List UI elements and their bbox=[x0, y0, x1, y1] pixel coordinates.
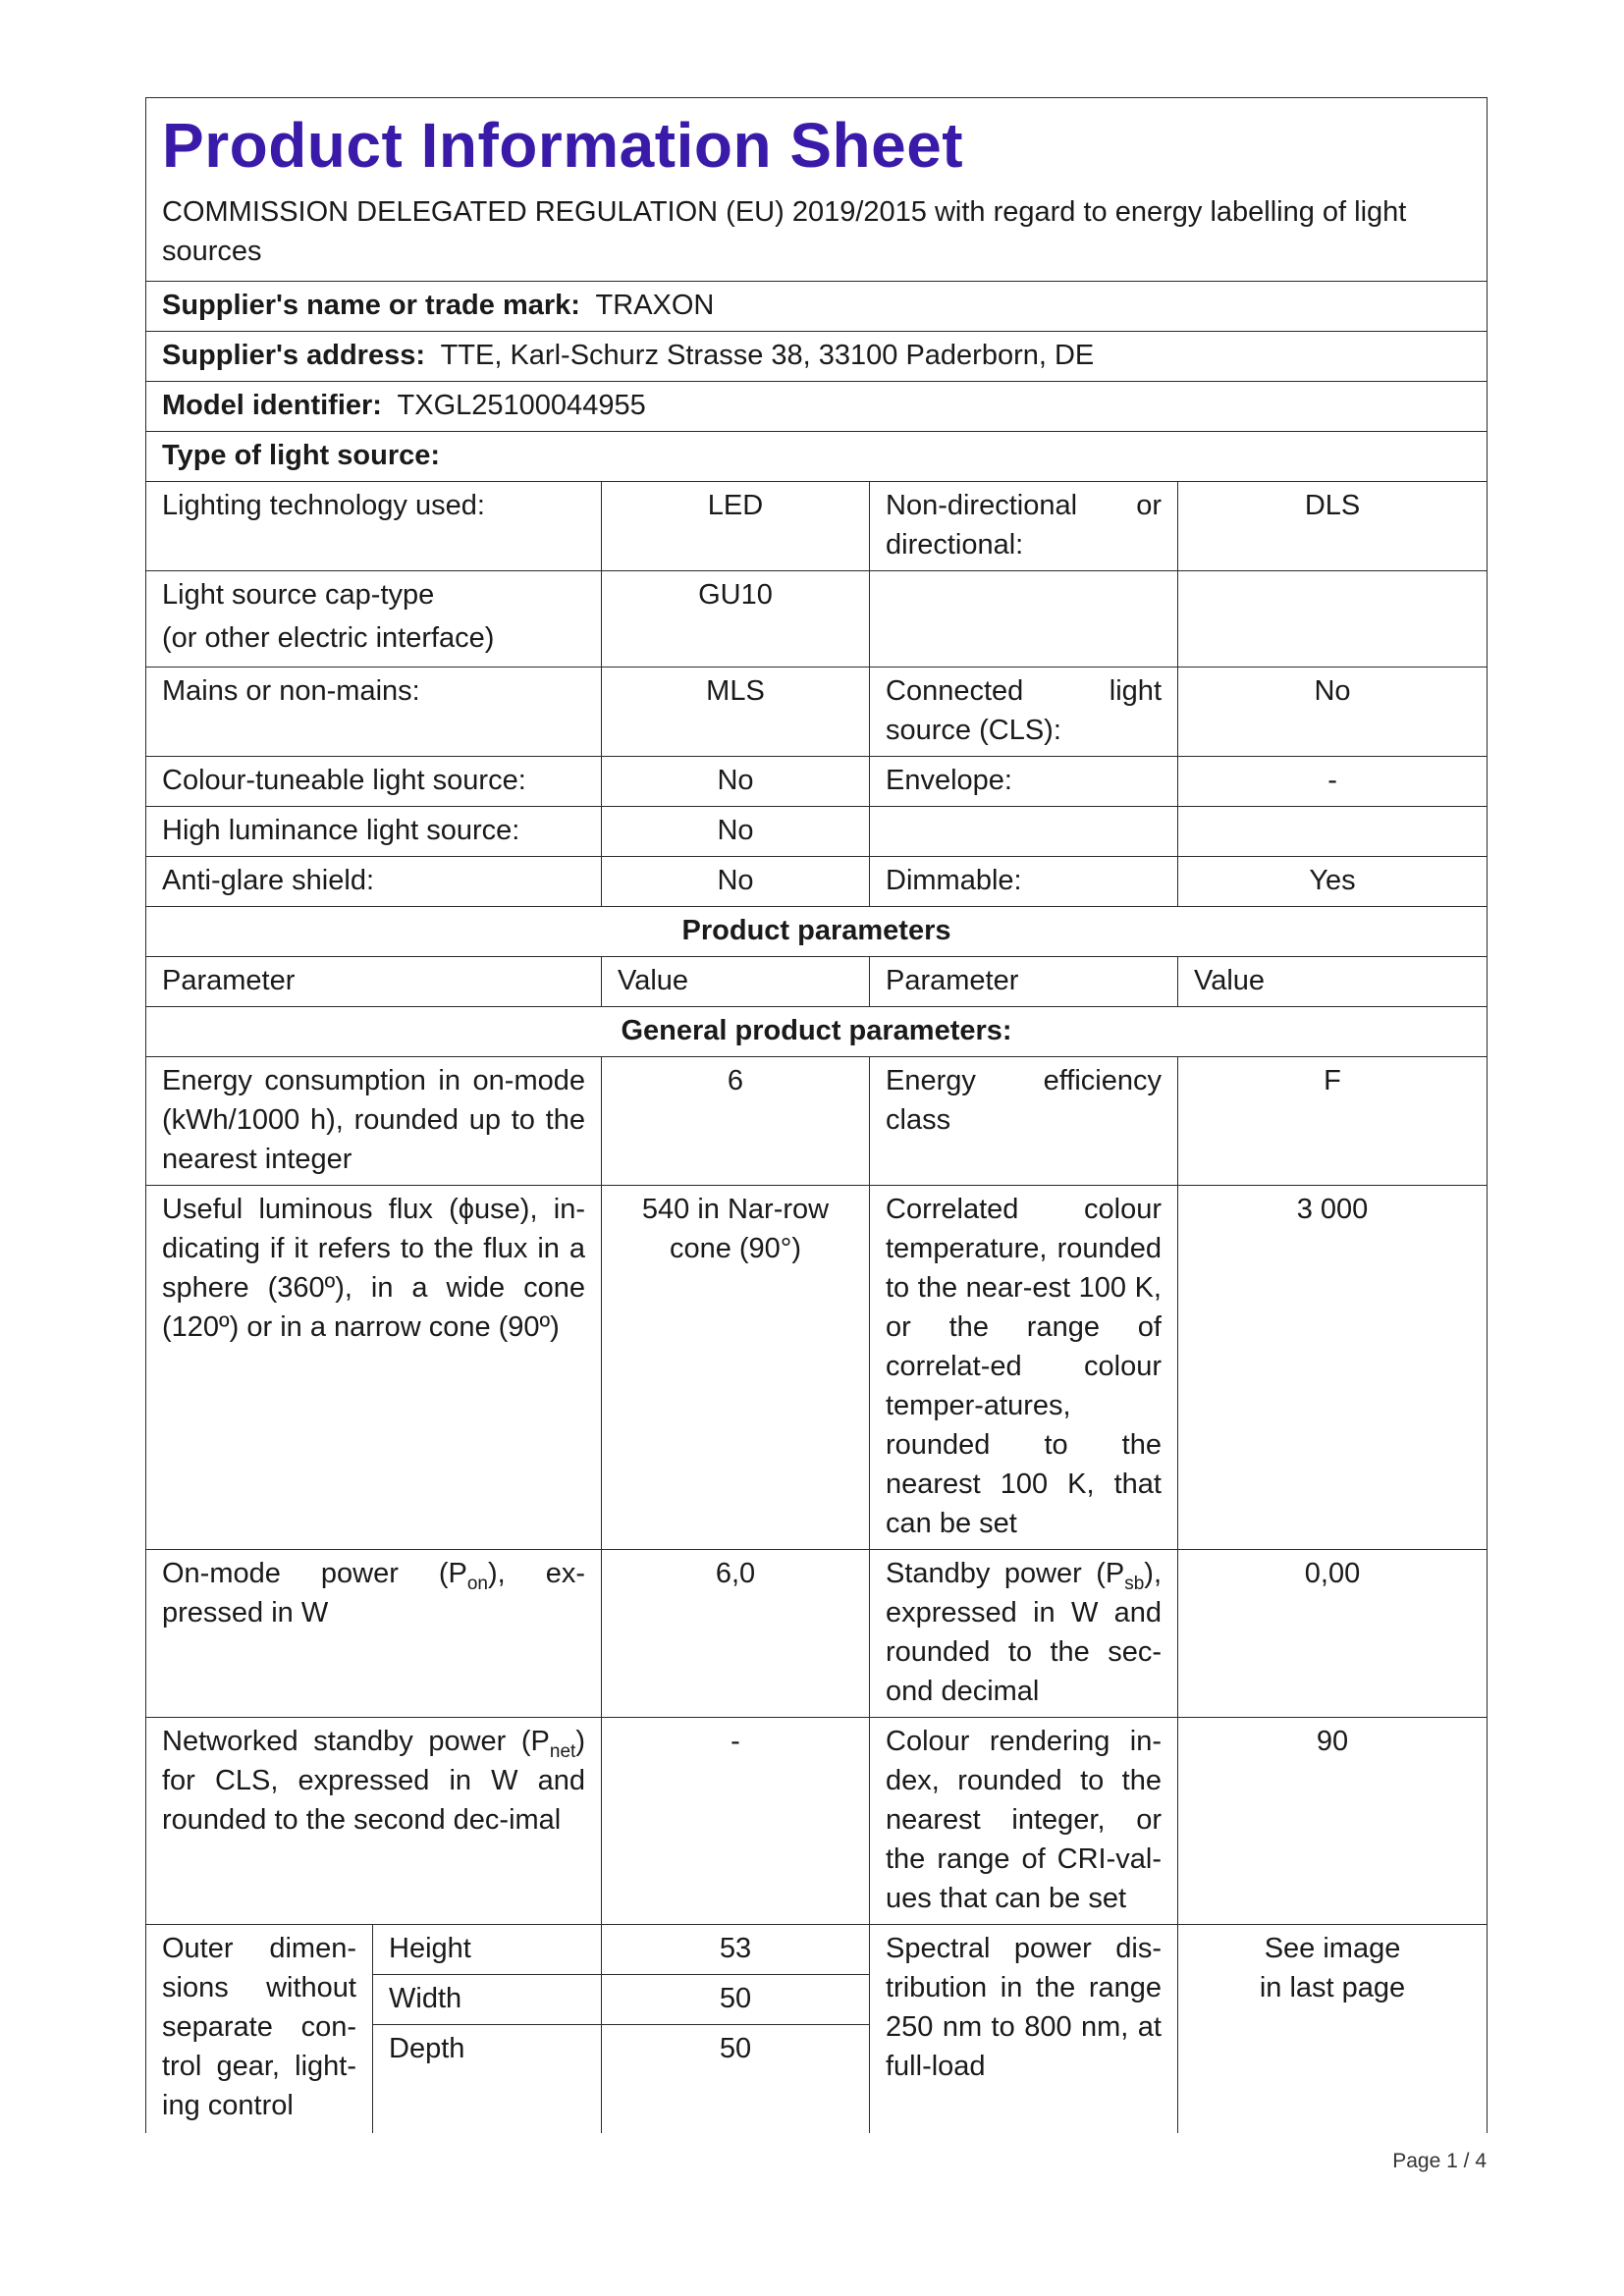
table-row bbox=[146, 1186, 1488, 1550]
envelope-value: - bbox=[1178, 757, 1488, 807]
luminous-flux-label: Useful luminous flux (ϕuse), in-dicating if it refers to the flux in a sphere (360º), in a wide cone (120º) or in a narrow cone (90º) bbox=[146, 1186, 602, 1550]
high-luminance-label: High luminance light source: bbox=[146, 807, 602, 857]
depth-value: 50 bbox=[602, 2025, 870, 2134]
dimmable-value: Yes bbox=[1178, 857, 1488, 907]
table-row bbox=[146, 857, 1488, 907]
model-identifier-label: Model identifier: bbox=[162, 390, 382, 421]
spectral-value-line1: See image bbox=[1264, 1933, 1401, 1964]
on-mode-power-text-a: On-mode power (P bbox=[162, 1558, 467, 1589]
page-total: 4 bbox=[1475, 2150, 1487, 2172]
spectral-label: Spectral power dis-tribution in the range 250 nm to 800 nm, at full-load bbox=[870, 1925, 1178, 2134]
lighting-technology-value: LED bbox=[602, 482, 870, 571]
connected-label: Connected light source (CLS): bbox=[870, 667, 1178, 757]
product-parameters-heading: Product parameters bbox=[146, 907, 1488, 957]
title-cell bbox=[146, 98, 1488, 282]
height-label: Height bbox=[373, 1925, 602, 1975]
lighting-technology-label: Lighting technology used: bbox=[146, 482, 602, 571]
standby-power-sub: sb bbox=[1124, 1573, 1145, 1594]
anti-glare-value: No bbox=[602, 857, 870, 907]
table-row bbox=[146, 1057, 1488, 1186]
cap-type-label-line2: (or other electric interface) bbox=[162, 622, 495, 654]
high-luminance-value: No bbox=[602, 807, 870, 857]
cri-value: 90 bbox=[1178, 1718, 1488, 1925]
on-mode-power-sub: on bbox=[466, 1573, 488, 1594]
spectral-value bbox=[1178, 1925, 1488, 2134]
envelope-label: Envelope: bbox=[870, 757, 1178, 807]
directional-label: Non-directional or directional: bbox=[870, 482, 1178, 571]
energy-class-value: F bbox=[1178, 1057, 1488, 1186]
spectral-value-line2: in last page bbox=[1259, 1972, 1406, 2003]
networked-standby-sub: net bbox=[549, 1740, 576, 1762]
table-row bbox=[146, 667, 1488, 757]
parameter-header-2: Parameter bbox=[870, 957, 1178, 1007]
table-row bbox=[146, 482, 1488, 571]
mains-label: Mains or non-mains: bbox=[146, 667, 602, 757]
networked-standby-label bbox=[146, 1718, 602, 1925]
mains-value: MLS bbox=[602, 667, 870, 757]
table-row bbox=[146, 757, 1488, 807]
anti-glare-label: Anti-glare shield: bbox=[146, 857, 602, 907]
standby-power-text-a: Standby power (P bbox=[886, 1558, 1125, 1589]
networked-standby-value: - bbox=[602, 1718, 870, 1925]
general-parameters-row bbox=[146, 1007, 1488, 1057]
on-mode-power-label bbox=[146, 1550, 602, 1718]
type-of-light-source-row bbox=[146, 432, 1488, 482]
supplier-name-row bbox=[146, 282, 1488, 332]
supplier-name-value: TRAXON bbox=[595, 290, 715, 321]
title-row bbox=[146, 98, 1488, 282]
product-parameters-row bbox=[146, 907, 1488, 957]
standby-power-text-b: ), expressed in W and rounded to the sec-ond decimal bbox=[886, 1558, 1162, 1707]
cap-type-label: Light source cap-type bbox=[162, 579, 435, 611]
cct-value: 3 000 bbox=[1178, 1186, 1488, 1550]
model-identifier-value: TXGL25100044955 bbox=[397, 390, 646, 421]
outer-dimensions-label: Outer dimen-sions without separate con-trol gear, light-ing control bbox=[146, 1925, 373, 2134]
colour-tuneable-value: No bbox=[602, 757, 870, 807]
width-label: Width bbox=[373, 1975, 602, 2025]
on-mode-power-value: 6,0 bbox=[602, 1550, 870, 1718]
parameter-header-row bbox=[146, 957, 1488, 1007]
cap-type-value: GU10 bbox=[602, 571, 870, 667]
height-value: 53 bbox=[602, 1925, 870, 1975]
energy-consumption-value: 6 bbox=[602, 1057, 870, 1186]
page-current: 1 bbox=[1446, 2150, 1458, 2172]
networked-standby-text-a: Networked standby power (P bbox=[162, 1726, 550, 1757]
width-value: 50 bbox=[602, 1975, 870, 2025]
cri-label: Colour rendering in-dex, rounded to the nearest integer, or the range of CRI-val-ues that can be set bbox=[870, 1718, 1178, 1925]
supplier-address-label: Supplier's address: bbox=[162, 340, 425, 371]
model-identifier-row bbox=[146, 382, 1488, 432]
luminous-flux-value: 540 in Nar-row cone (90°) bbox=[602, 1186, 870, 1550]
general-parameters-heading: General product parameters: bbox=[146, 1007, 1488, 1057]
page-title: Product Information Sheet bbox=[162, 110, 964, 181]
cct-label: Correlated colour temperature, rounded to the near-est 100 K, or the range of correlat-ed colour temper-atures, rounded to the nearest 100 K, that can be set bbox=[870, 1186, 1178, 1550]
regulation-subtitle: COMMISSION DELEGATED REGULATION (EU) 2019/2015 with regard to energy labelling of light sources bbox=[162, 196, 1407, 267]
energy-class-label: Energy efficiency class bbox=[870, 1057, 1178, 1186]
parameter-header: Parameter bbox=[146, 957, 602, 1007]
supplier-name-label: Supplier's name or trade mark: bbox=[162, 290, 580, 321]
standby-power-label bbox=[870, 1550, 1178, 1718]
page-prefix: Page bbox=[1392, 2150, 1441, 2172]
table-row bbox=[146, 1550, 1488, 1718]
product-information-table bbox=[145, 97, 1488, 2133]
supplier-address-value: TTE, Karl-Schurz Strasse 38, 33100 Paderborn, DE bbox=[440, 340, 1095, 371]
on-mode-power-text-b: ), ex-pressed in W bbox=[162, 1558, 585, 1629]
table-row bbox=[146, 571, 1488, 667]
directional-value: DLS bbox=[1178, 482, 1488, 571]
standby-power-value: 0,00 bbox=[1178, 1550, 1488, 1718]
depth-label: Depth bbox=[373, 2025, 602, 2134]
value-header: Value bbox=[602, 957, 870, 1007]
energy-consumption-label: Energy consumption in on-mode (kWh/1000 h), rounded up to the nearest integer bbox=[146, 1057, 602, 1186]
colour-tuneable-label: Colour-tuneable light source: bbox=[146, 757, 602, 807]
type-of-light-source-heading: Type of light source: bbox=[146, 432, 1488, 482]
table-row bbox=[146, 807, 1488, 857]
supplier-address-row bbox=[146, 332, 1488, 382]
page-number bbox=[1392, 2150, 1487, 2173]
connected-value: No bbox=[1178, 667, 1488, 757]
dimmable-label: Dimmable: bbox=[870, 857, 1178, 907]
table-row bbox=[146, 1925, 1488, 1975]
networked-standby-text-b: ) for CLS, expressed in W and rounded to the second dec-imal bbox=[162, 1726, 585, 1836]
value-header-2: Value bbox=[1178, 957, 1488, 1007]
table-row bbox=[146, 1718, 1488, 1925]
page-separator: / bbox=[1463, 2150, 1470, 2172]
